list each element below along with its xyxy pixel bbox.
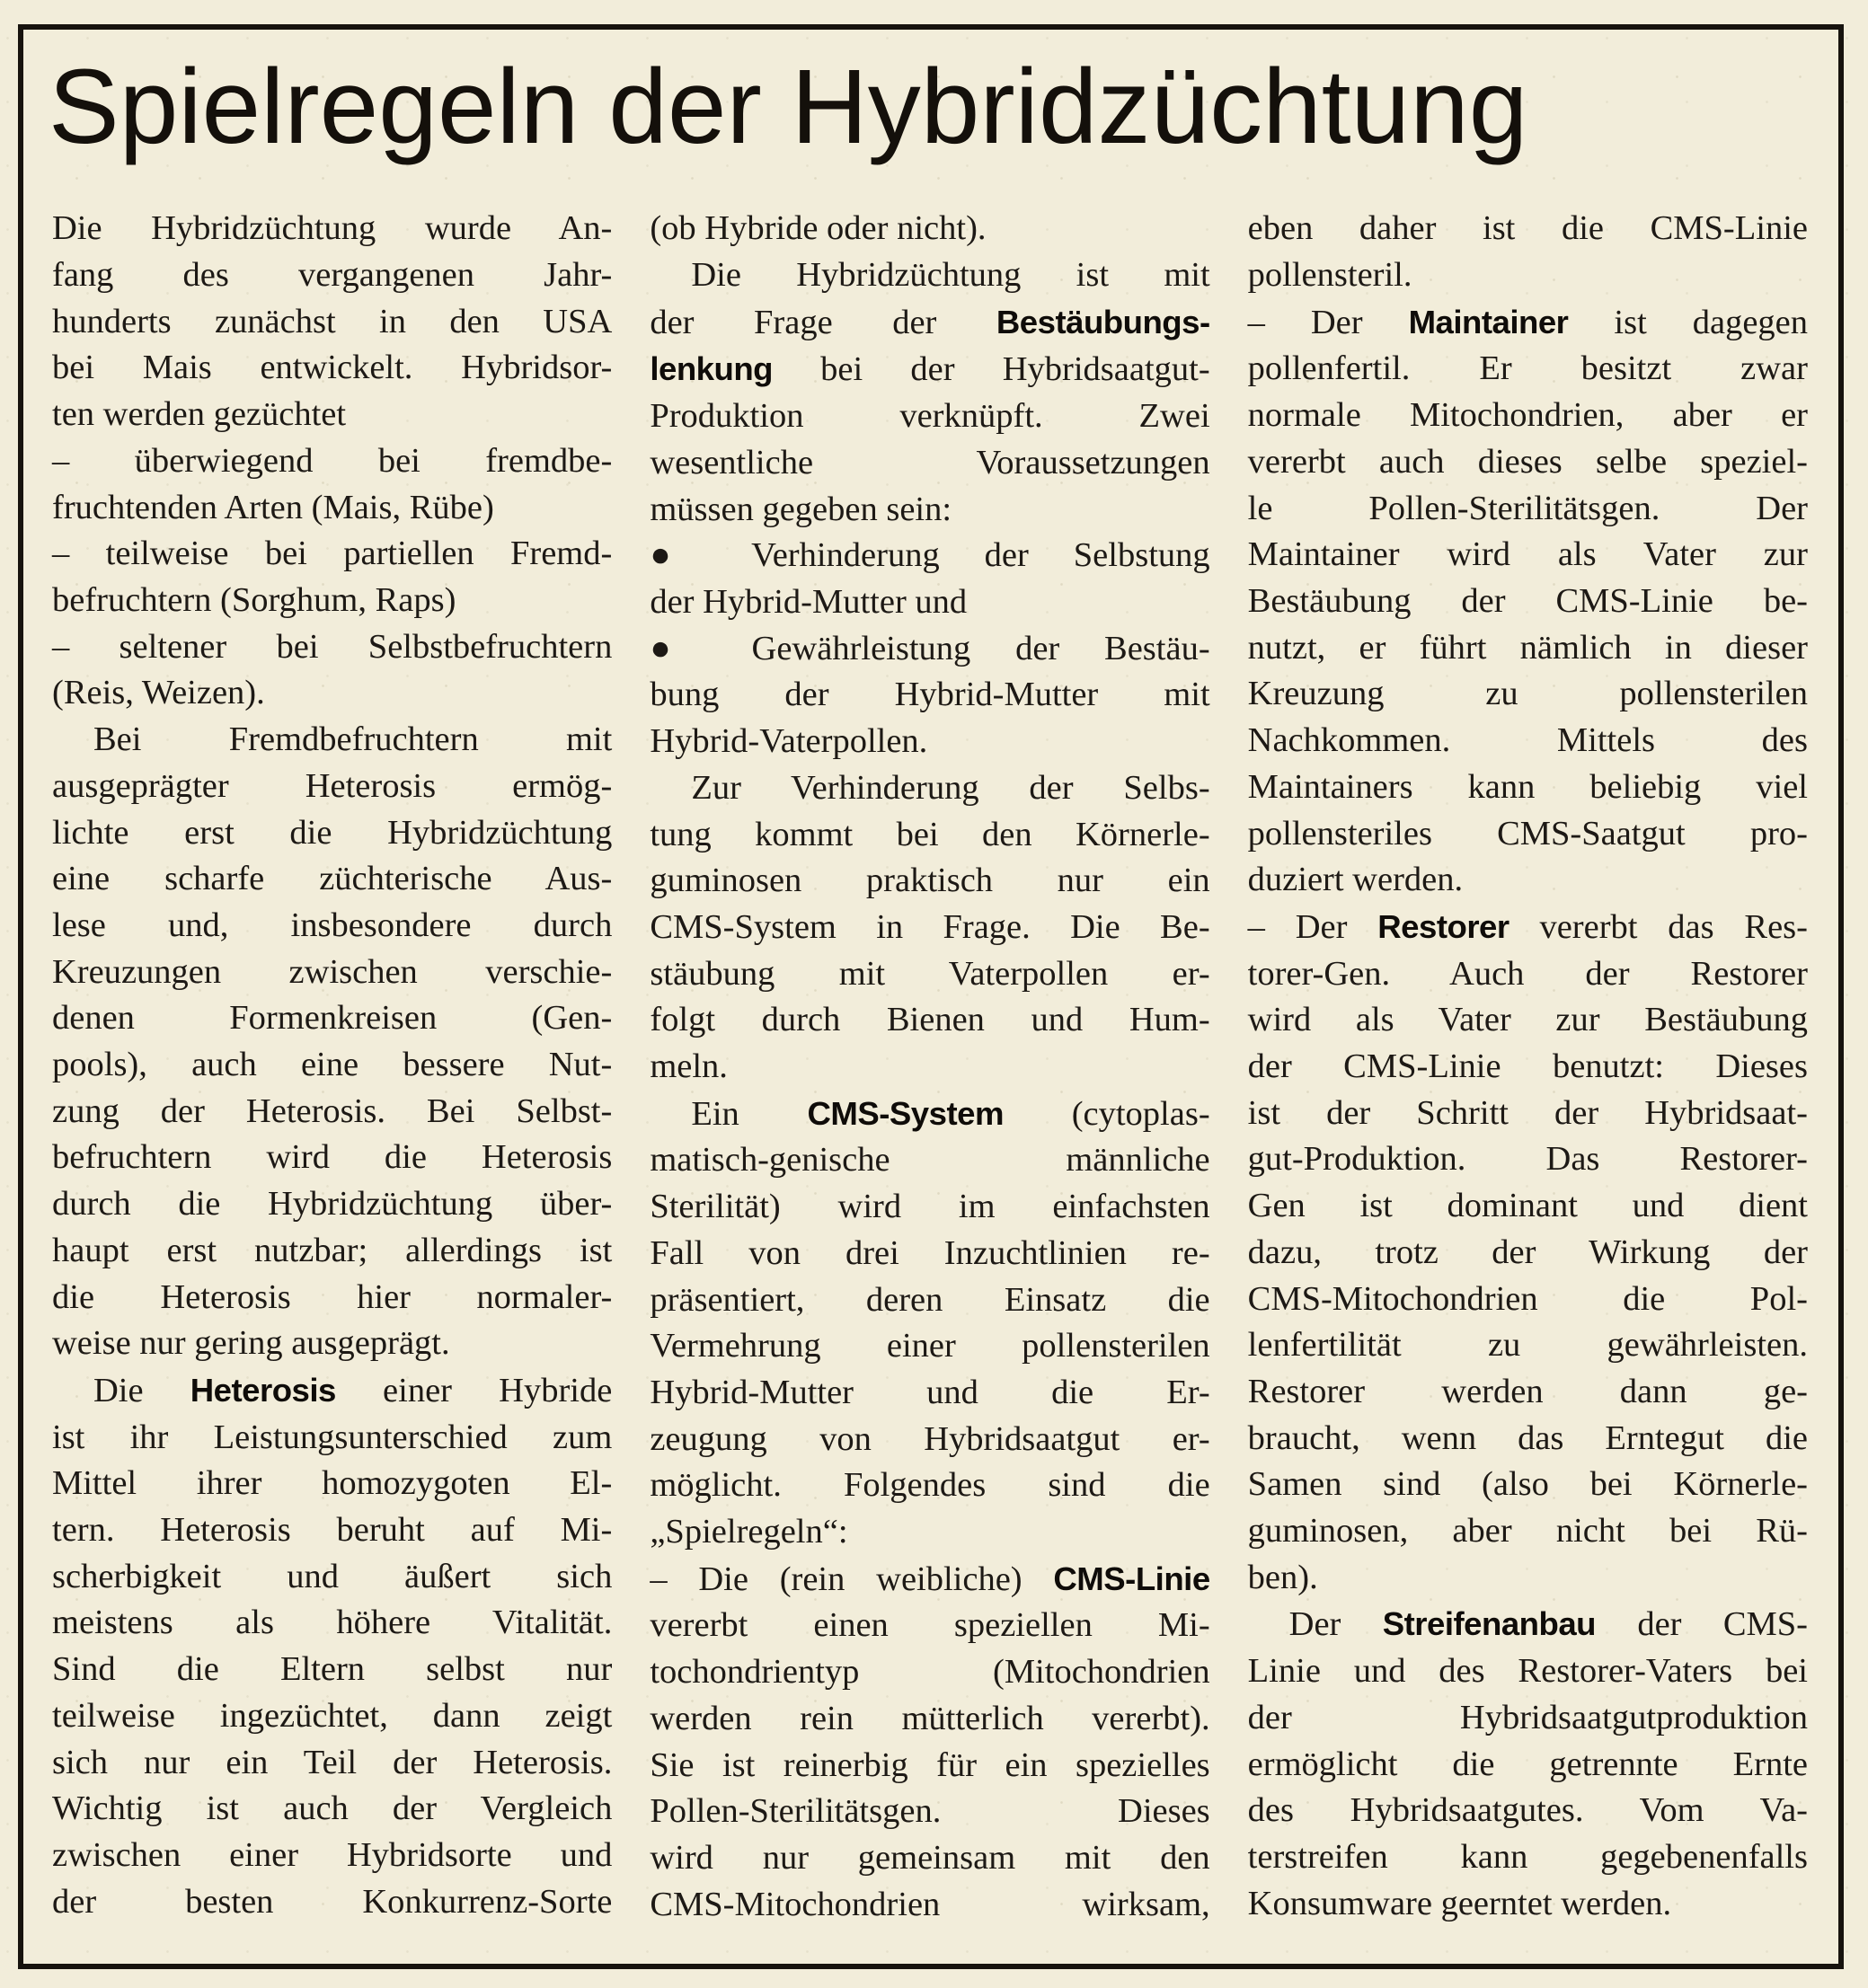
text-segment: terstreifen kann gegebenenfalls: [1247, 1837, 1808, 1876]
text-line: [1248, 1369, 1808, 1416]
text-line: [52, 670, 612, 717]
text-line: [650, 1696, 1209, 1743]
text-line: [52, 1367, 612, 1415]
column-1: [52, 206, 612, 1928]
text-line: [52, 1507, 612, 1554]
text-segment: bung der Hybrid-Mutter mit: [650, 676, 1210, 714]
text-segment: der Hybridsaatgutproduktion: [1247, 1698, 1808, 1736]
text-line: [52, 1740, 612, 1787]
text-segment: bei der Hybridsaatgut-: [773, 350, 1210, 389]
text-segment: torer-Gen. Auch der Restorer: [1247, 954, 1808, 993]
text-line: [52, 206, 612, 252]
text-segment: nutzt, er führt nämlich in dieser: [1247, 628, 1808, 667]
text-segment: Wichtig ist auch der Vergleich: [52, 1789, 613, 1828]
text-line: [52, 764, 612, 810]
text-segment: Die: [93, 1371, 190, 1409]
text-segment: vererbt das Res-: [1509, 907, 1808, 946]
text-line: [650, 1417, 1209, 1463]
text-line: [1248, 1277, 1808, 1323]
text-line: [52, 1275, 612, 1321]
text-line: [52, 995, 612, 1042]
text-segment: CMS-Mitochondrien die Pol-: [1247, 1279, 1808, 1318]
text-line: [1248, 997, 1808, 1044]
text-line: [52, 1135, 612, 1181]
text-line: [52, 392, 612, 438]
text-segment: befruchtern (Sorghum, Raps): [52, 580, 456, 619]
text-segment: meistens als höhere Vitalität.: [52, 1604, 613, 1642]
text-segment: hunderts zunächst in den USA: [52, 302, 613, 340]
column-2: [650, 206, 1209, 1928]
text-line: [650, 1509, 1209, 1556]
text-line: [650, 252, 1209, 299]
text-line: [52, 1879, 612, 1926]
text-line: [52, 1647, 612, 1693]
text-segment: „Spielregeln“:: [650, 1513, 848, 1551]
text-segment: tung kommt bei den Körnerle-: [650, 815, 1210, 853]
keyword-bold: Heterosis: [190, 1371, 336, 1409]
text-segment: zung der Heterosis. Bei Selbst-: [52, 1091, 613, 1130]
article-frame: [18, 24, 1844, 1969]
text-segment: pollenfertil. Er besitzt zwar: [1247, 349, 1808, 388]
text-line: [650, 1044, 1209, 1091]
text-line: [1248, 951, 1808, 998]
text-line: [1248, 252, 1808, 299]
text-segment: Maintainers kann beliebig viel: [1247, 767, 1808, 806]
text-segment: Pollen-Sterilitätsgen. Dieses: [650, 1792, 1210, 1831]
text-segment: Bestäubung der CMS-Linie be-: [1247, 581, 1808, 620]
text-segment: wird nur gemeinsam mit den: [650, 1838, 1210, 1877]
text-segment: – Der: [1247, 907, 1378, 946]
text-segment: müssen gegeben sein:: [650, 490, 952, 528]
text-segment: die Heterosis hier normaler-: [52, 1277, 613, 1316]
text-line: [650, 1835, 1209, 1882]
text-line: [650, 393, 1209, 440]
keyword-bold: CMS-System: [807, 1094, 1004, 1132]
text-line: [1248, 299, 1808, 347]
text-segment: teilweise ingezüchtet, dann zeigt: [52, 1696, 613, 1735]
text-line: [1248, 1742, 1808, 1789]
text-segment: Zur Verhinderung der Selbs-: [691, 768, 1210, 807]
text-line: [650, 1743, 1209, 1789]
text-line: [52, 1554, 612, 1601]
text-line: [650, 951, 1209, 998]
text-segment: stäubung mit Vaterpollen er-: [650, 954, 1210, 993]
text-line: [52, 856, 612, 903]
text-line: [1248, 393, 1808, 439]
text-segment: lenfertilität zu gewährleisten.: [1247, 1326, 1808, 1365]
text-segment: ten werden gezüchtet: [52, 395, 347, 434]
text-line: [650, 299, 1209, 347]
text-segment: der Frage der: [650, 303, 996, 341]
text-line: [650, 1323, 1209, 1370]
text-line: [650, 1556, 1209, 1604]
text-line: [52, 950, 612, 996]
text-segment: präsentiert, deren Einsatz die: [650, 1280, 1210, 1319]
text-segment: ist der Schritt der Hybridsaat-: [1247, 1093, 1808, 1132]
text-segment: der Hybrid-Mutter und: [650, 582, 968, 621]
text-segment: Restorer werden dann ge-: [1247, 1372, 1808, 1410]
text-line: [52, 1600, 612, 1647]
text-line: [1248, 1230, 1808, 1277]
text-segment: guminosen praktisch nur ein: [650, 861, 1210, 900]
text-segment: – teilweise bei partiellen Fremd-: [52, 535, 613, 573]
text-segment: fang des vergangenen Jahr-: [52, 256, 613, 295]
text-segment: sich nur ein Teil der Heterosis.: [52, 1743, 613, 1781]
text-segment: gut-Produktion. Das Restorer-: [1247, 1140, 1808, 1179]
text-segment: CMS-Mitochondrien wirksam,: [650, 1885, 1210, 1923]
text-segment: (ob Hybride oder nicht).: [650, 209, 987, 248]
text-segment: ● Verhinderung der Selbstung: [650, 536, 1210, 575]
text-line: [52, 1321, 612, 1367]
text-line: [650, 1277, 1209, 1324]
text-line: [52, 810, 612, 857]
text-segment: meln.: [650, 1047, 728, 1086]
text-line: [52, 1181, 612, 1228]
text-segment: pools), auch eine bessere Nut-: [52, 1046, 613, 1084]
text-line: [52, 1461, 612, 1507]
text-segment: werden rein mütterlich vererbt).: [650, 1699, 1210, 1737]
text-segment: (cytoplas-: [1004, 1094, 1210, 1133]
text-segment: eben daher ist die CMS-Linie: [1247, 209, 1808, 248]
text-line: [650, 1137, 1209, 1184]
text-segment: ist dagegen: [1568, 303, 1808, 341]
text-segment: Ein: [691, 1094, 808, 1133]
text-line: [52, 1228, 612, 1275]
text-line: [650, 487, 1209, 534]
text-segment: Linie und des Restorer-Vaters bei: [1247, 1652, 1808, 1691]
text-line: [52, 578, 612, 624]
text-line: [1248, 1136, 1808, 1183]
text-segment: – Der: [1247, 303, 1409, 341]
text-line: [52, 485, 612, 532]
text-line: [52, 438, 612, 485]
text-segment: der CMS-: [1596, 1605, 1808, 1644]
text-segment: – überwiegend bei fremdbe-: [52, 441, 613, 480]
text-line: [52, 531, 612, 578]
keyword-bold: Streifenanbau: [1382, 1605, 1597, 1643]
text-line: [52, 1786, 612, 1833]
text-line: [1248, 1601, 1808, 1648]
text-segment: möglicht. Folgendes sind die: [650, 1466, 1210, 1505]
text-segment: Mittel ihrer homozygoten El-: [52, 1464, 613, 1503]
text-line: [1248, 439, 1808, 486]
text-segment: durch die Hybridzüchtung über-: [52, 1185, 613, 1224]
text-line: [1248, 1881, 1808, 1928]
text-segment: einer Hybride: [335, 1371, 613, 1409]
article-headline: Spielregeln der Hybridzüchtung: [49, 48, 1528, 166]
text-segment: vererbt auch dieses selbe speziel-: [1247, 442, 1808, 481]
text-line: [1248, 857, 1808, 904]
text-segment: der CMS-Linie benutzt: Dieses: [1247, 1047, 1808, 1086]
text-line: [1248, 1091, 1808, 1137]
text-segment: Fall von drei Inzuchtlinien re-: [650, 1233, 1210, 1272]
text-segment: – Die (rein weibliche): [650, 1559, 1054, 1598]
text-line: [650, 812, 1209, 859]
text-line: [1248, 206, 1808, 252]
text-line: [1248, 764, 1808, 811]
column-3: [1248, 206, 1808, 1928]
text-segment: Nachkommen. Mittels des: [1247, 721, 1808, 760]
text-line: [1248, 671, 1808, 718]
text-line: [52, 624, 612, 671]
text-line: [52, 903, 612, 950]
text-segment: zwischen einer Hybridsorte und: [52, 1835, 613, 1874]
text-line: [1248, 1508, 1808, 1555]
text-line: [52, 717, 612, 764]
text-line: [650, 533, 1209, 579]
text-line: [650, 1882, 1209, 1929]
text-segment: Konsumware geerntet werden.: [1247, 1884, 1672, 1922]
text-line: [1248, 718, 1808, 764]
text-line: [650, 905, 1209, 951]
text-line: [52, 1693, 612, 1740]
text-line: [650, 626, 1209, 673]
text-segment: denen Formenkreisen (Gen-: [52, 999, 613, 1038]
text-segment: braucht, wenn das Erntegut die: [1247, 1418, 1808, 1457]
text-segment: Samen sind (also bei Körnerle-: [1247, 1465, 1808, 1504]
text-line: [650, 1789, 1209, 1835]
text-line: [1248, 625, 1808, 672]
text-segment: le Pollen-Sterilitätsgen. Der: [1247, 489, 1808, 527]
text-segment: ● Gewährleistung der Bestäu-: [650, 629, 1210, 667]
text-line: [1248, 1416, 1808, 1462]
text-segment: matisch-genische männliche: [650, 1141, 1210, 1180]
text-segment: Die Hybridzüchtung ist mit: [691, 256, 1210, 295]
text-line: [650, 346, 1209, 393]
text-segment: lichte erst die Hybridzüchtung: [52, 813, 613, 852]
text-segment: pollensteriles CMS-Saatgut pro-: [1247, 814, 1808, 853]
text-line: [1248, 1322, 1808, 1369]
text-segment: Sterilität) wird im einfachsten: [650, 1188, 1210, 1226]
text-segment: tern. Heterosis beruht auf Mi-: [52, 1511, 613, 1550]
text-segment: Sind die Eltern selbst nur: [52, 1650, 613, 1689]
text-segment: Produktion verknüpft. Zwei: [650, 397, 1210, 436]
text-line: [1248, 1695, 1808, 1742]
text-line: [650, 206, 1209, 252]
text-segment: CMS-System in Frage. Die Be-: [650, 907, 1210, 946]
text-segment: ben).: [1247, 1558, 1318, 1596]
text-line: [1248, 532, 1808, 579]
text-line: [1248, 811, 1808, 858]
text-segment: vererbt einen speziellen Mi-: [650, 1606, 1210, 1645]
text-line: [52, 1415, 612, 1462]
text-segment: Hybrid-Mutter und die Er-: [650, 1373, 1210, 1411]
text-line: [650, 1184, 1209, 1231]
text-segment: haupt erst nutzbar; allerdings ist: [52, 1231, 613, 1269]
text-line: [650, 997, 1209, 1044]
text-segment: Der: [1288, 1605, 1383, 1644]
text-line: [1248, 579, 1808, 625]
text-segment: – seltener bei Selbstbefruchtern: [52, 627, 613, 666]
text-line: [1248, 1044, 1808, 1091]
text-segment: normale Mitochondrien, aber er: [1247, 396, 1808, 435]
text-line: [52, 252, 612, 299]
text-segment: Bei Fremdbefruchtern mit: [93, 720, 613, 759]
text-line: [52, 1833, 612, 1879]
text-line: [650, 672, 1209, 719]
keyword-bold: lenkung: [650, 350, 773, 388]
text-segment: wesentliche Voraussetzungen: [650, 443, 1210, 482]
text-line: [1248, 1834, 1808, 1881]
text-segment: Die Hybridzüchtung wurde An-: [52, 209, 613, 248]
text-line: [650, 1649, 1209, 1696]
text-segment: ermöglicht die getrennte Ernte: [1247, 1745, 1808, 1783]
text-segment: Vermehrung einer pollensterilen: [650, 1327, 1210, 1365]
text-segment: fruchtenden Arten (Mais, Rübe): [52, 488, 494, 526]
text-line: [1248, 1648, 1808, 1695]
text-segment: pollensteril.: [1247, 256, 1412, 295]
keyword-bold: Restorer: [1377, 907, 1509, 945]
keyword-bold: Bestäubungs-: [996, 303, 1210, 340]
text-segment: eine scharfe züchterische Aus-: [52, 860, 613, 898]
text-line: [52, 299, 612, 346]
text-line: [52, 1042, 612, 1089]
text-segment: wird als Vater zur Bestäubung: [1247, 1001, 1808, 1039]
text-line: [650, 1603, 1209, 1649]
text-segment: der besten Konkurrenz-Sorte: [52, 1882, 613, 1921]
text-segment: guminosen, aber nicht bei Rü-: [1247, 1512, 1808, 1551]
text-segment: ausgeprägter Heterosis ermög-: [52, 766, 613, 805]
article-columns: [52, 206, 1808, 1928]
text-segment: Kreuzungen zwischen verschie-: [52, 952, 613, 991]
text-segment: Kreuzung zu pollensterilen: [1247, 675, 1808, 713]
text-segment: ist ihr Leistungsunterschied zum: [52, 1418, 613, 1456]
text-line: [650, 440, 1209, 487]
text-line: [650, 719, 1209, 765]
text-line: [650, 1231, 1209, 1277]
keyword-bold: Maintainer: [1408, 303, 1569, 340]
text-segment: tochondrientyp (Mitochondrien: [650, 1653, 1210, 1692]
text-segment: Hybrid-Vaterpollen.: [650, 722, 928, 761]
text-line: [1248, 1788, 1808, 1834]
text-line: [1248, 346, 1808, 393]
text-line: [650, 1091, 1209, 1138]
text-line: [1248, 486, 1808, 533]
text-line: [650, 765, 1209, 812]
text-segment: Sie ist reinerbig für ein spezielles: [650, 1745, 1210, 1784]
text-segment: zeugung von Hybridsaatgut er-: [650, 1419, 1210, 1458]
text-line: [1248, 1183, 1808, 1230]
text-segment: Maintainer wird als Vater zur: [1247, 535, 1808, 574]
text-segment: des Hybridsaatgutes. Vom Va-: [1247, 1791, 1808, 1830]
text-segment: (Reis, Weizen).: [52, 674, 265, 712]
text-segment: weise nur gering ausgeprägt.: [52, 1324, 450, 1363]
text-line: [1248, 1555, 1808, 1602]
text-segment: duziert werden.: [1247, 861, 1464, 899]
text-segment: scherbigkeit und äußert sich: [52, 1557, 613, 1595]
text-line: [650, 1462, 1209, 1509]
text-line: [52, 1089, 612, 1135]
text-segment: befruchtern wird die Heterosis: [52, 1138, 613, 1177]
text-line: [650, 1370, 1209, 1417]
text-line: [1248, 904, 1808, 951]
text-segment: lese und, insbesondere durch: [52, 906, 613, 944]
text-segment: dazu, trotz der Wirkung der: [1247, 1233, 1808, 1271]
text-line: [650, 858, 1209, 905]
text-segment: bei Mais entwickelt. Hybridsor-: [52, 349, 613, 387]
text-line: [650, 579, 1209, 626]
text-line: [52, 345, 612, 392]
keyword-bold: CMS-Linie: [1053, 1559, 1210, 1597]
text-segment: folgt durch Bienen und Hum-: [650, 1001, 1210, 1039]
text-segment: Gen ist dominant und dient: [1247, 1187, 1808, 1225]
text-line: [1248, 1462, 1808, 1508]
